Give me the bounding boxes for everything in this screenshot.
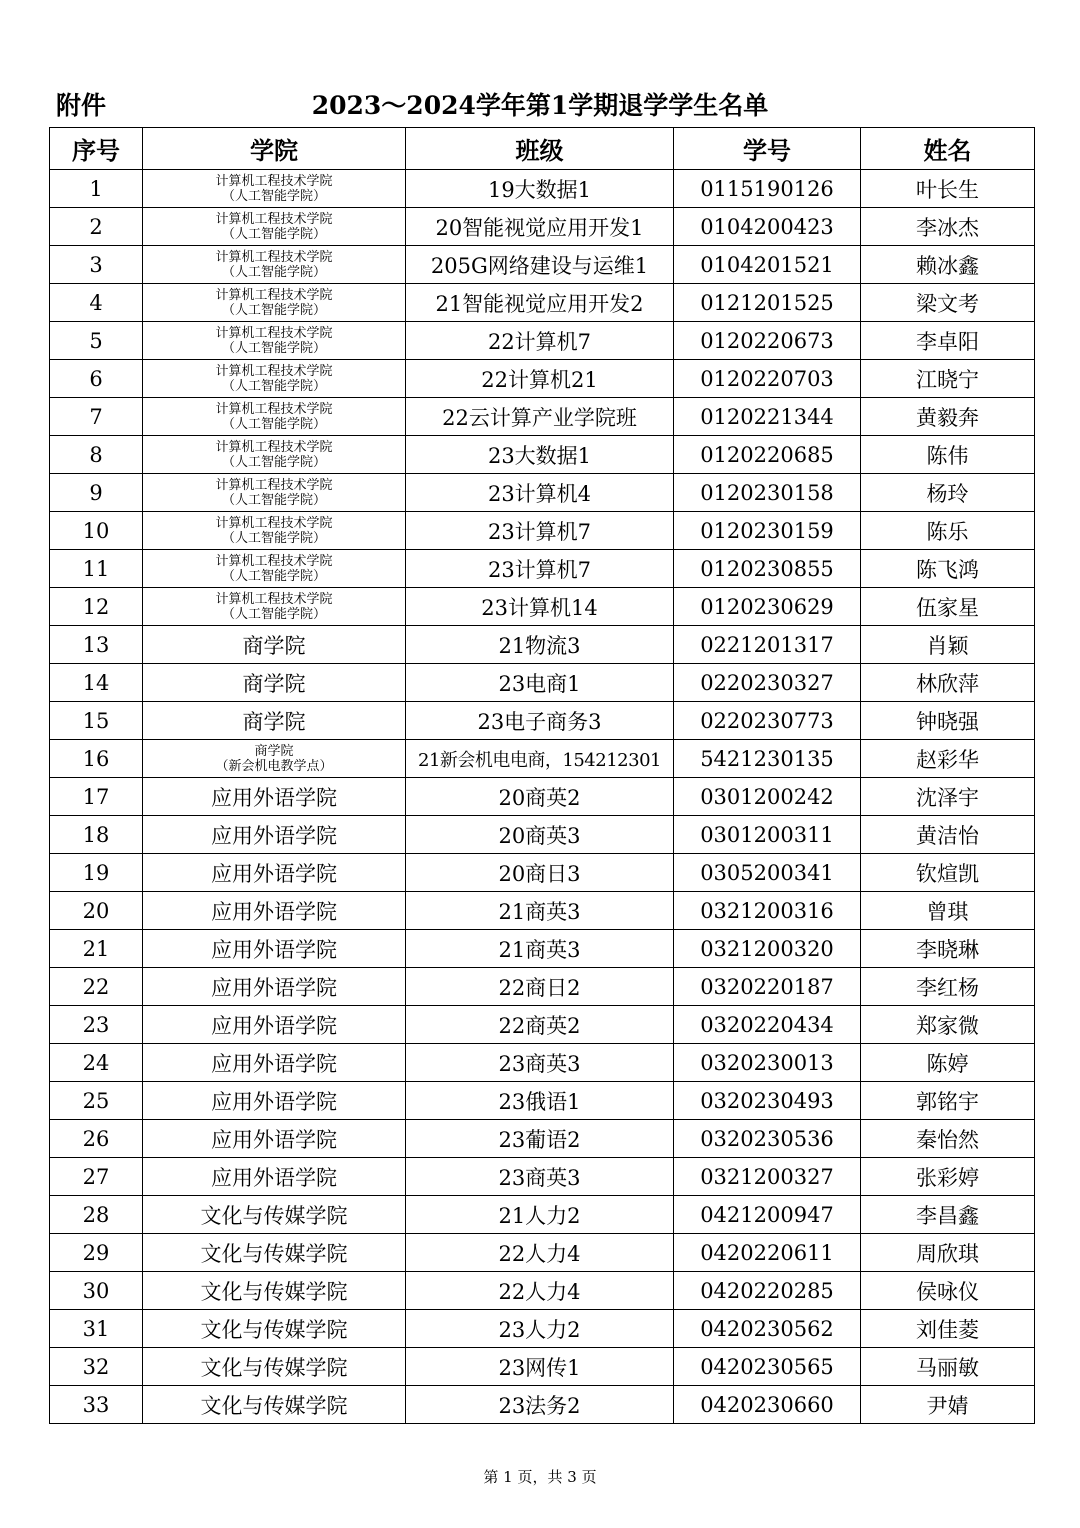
cell-no: 2 [50,208,143,246]
cell-college [143,588,406,626]
cell-college: 应用外语学院 [143,1120,406,1158]
table-row [50,626,1035,664]
cell-no: 13 [50,626,143,664]
cell-name: 李晓琳 [861,930,1035,968]
cell-college: 文化与传媒学院 [143,1310,406,1348]
cell-no: 20 [50,892,143,930]
table-row [50,398,1035,436]
cell-name: 郭铭宇 [861,1082,1035,1120]
cell-class: 22商日2 [406,968,674,1006]
cell-class: 22计算机7 [406,322,674,360]
cell-college: 应用外语学院 [143,816,406,854]
cell-name: 杨玲 [861,474,1035,512]
cell-name: 陈飞鸿 [861,550,1035,588]
cell-no: 19 [50,854,143,892]
cell-student-id: 0305200341 [674,854,861,892]
cell-college: 应用外语学院 [143,1158,406,1196]
table-row [50,778,1035,816]
cell-name: 钦煊凯 [861,854,1035,892]
table-row [50,436,1035,474]
table-row [50,664,1035,702]
cell-no: 29 [50,1234,143,1272]
cell-name: 黄洁怡 [861,816,1035,854]
cell-class: 23葡语2 [406,1120,674,1158]
cell-name: 沈泽宇 [861,778,1035,816]
college-line: （人工智能学院） [221,492,326,508]
cell-no: 22 [50,968,143,1006]
cell-college [143,246,406,284]
cell-college: 文化与传媒学院 [143,1234,406,1272]
cell-no: 1 [50,170,143,208]
cell-student-id: 5421230135 [674,740,861,778]
cell-class: 23网传1 [406,1348,674,1386]
cell-college: 应用外语学院 [143,968,406,1006]
college-line: 计算机工程技术学院 [215,591,333,607]
cell-student-id: 0420230562 [674,1310,861,1348]
cell-college [143,436,406,474]
cell-no: 14 [50,664,143,702]
cell-class: 21商英3 [406,930,674,968]
college-line: 计算机工程技术学院 [215,325,333,341]
cell-student-id: 0320230536 [674,1120,861,1158]
college-line: （人工智能学院） [221,530,326,546]
cell-class: 23计算机7 [406,550,674,588]
cell-class: 20商日3 [406,854,674,892]
cell-class: 21商英3 [406,892,674,930]
cell-name: 赵彩华 [861,740,1035,778]
cell-no: 5 [50,322,143,360]
table-header-row [50,128,1035,170]
cell-no: 16 [50,740,143,778]
college-line: 计算机工程技术学院 [215,249,333,265]
cell-name: 曾琪 [861,892,1035,930]
cell-college: 商学院 [143,664,406,702]
table-row [50,1310,1035,1348]
cell-class: 23商英3 [406,1044,674,1082]
cell-student-id: 0301200242 [674,778,861,816]
cell-class: 20商英3 [406,816,674,854]
cell-no: 23 [50,1006,143,1044]
cell-student-id: 0120221344 [674,398,861,436]
cell-name: 马丽敏 [861,1348,1035,1386]
cell-name: 李卓阳 [861,322,1035,360]
column-header-student-id: 学号 [674,128,861,170]
table-row [50,360,1035,398]
cell-college [143,170,406,208]
cell-class: 23计算机4 [406,474,674,512]
college-line: （新会机电教学点） [215,758,333,774]
cell-class: 22人力4 [406,1234,674,1272]
college-line: （人工智能学院） [221,340,326,356]
table-row [50,284,1035,322]
cell-class: 23电子商务3 [406,702,674,740]
cell-college: 应用外语学院 [143,892,406,930]
cell-college [143,512,406,550]
table-row [50,892,1035,930]
cell-student-id: 0321200327 [674,1158,861,1196]
cell-name: 肖颖 [861,626,1035,664]
cell-college: 文化与传媒学院 [143,1348,406,1386]
college-line: 计算机工程技术学院 [215,401,333,417]
cell-no: 32 [50,1348,143,1386]
table-row [50,740,1035,778]
cell-student-id: 0420220285 [674,1272,861,1310]
cell-name: 陈乐 [861,512,1035,550]
cell-class: 23计算机14 [406,588,674,626]
cell-name: 陈伟 [861,436,1035,474]
cell-student-id: 0120230159 [674,512,861,550]
college-line: 计算机工程技术学院 [215,211,333,227]
cell-class: 23商英3 [406,1158,674,1196]
cell-class: 23大数据1 [406,436,674,474]
cell-name: 侯咏仪 [861,1272,1035,1310]
college-line: 计算机工程技术学院 [215,439,333,455]
cell-name: 李冰杰 [861,208,1035,246]
cell-student-id: 0104201521 [674,246,861,284]
table-row [50,550,1035,588]
page-footer: 第 1 页，共 3 页 [483,1468,597,1486]
cell-no: 26 [50,1120,143,1158]
cell-name: 刘佳菱 [861,1310,1035,1348]
cell-no: 10 [50,512,143,550]
cell-no: 6 [50,360,143,398]
cell-student-id: 0121201525 [674,284,861,322]
cell-college: 文化与传媒学院 [143,1196,406,1234]
cell-no: 4 [50,284,143,322]
table-row [50,1158,1035,1196]
cell-college [143,398,406,436]
cell-college: 应用外语学院 [143,854,406,892]
cell-class: 23俄语1 [406,1082,674,1120]
cell-class: 22人力4 [406,1272,674,1310]
college-line: 计算机工程技术学院 [215,515,333,531]
college-line: 计算机工程技术学院 [215,287,333,303]
cell-class: 22云计算产业学院班 [406,398,674,436]
cell-college: 文化与传媒学院 [143,1386,406,1424]
cell-class: 205G网络建设与运维1 [406,246,674,284]
cell-class: 19大数据1 [406,170,674,208]
cell-student-id: 0120220673 [674,322,861,360]
cell-no: 30 [50,1272,143,1310]
cell-college: 应用外语学院 [143,1006,406,1044]
column-header-class: 班级 [406,128,674,170]
table-row [50,1044,1035,1082]
cell-student-id: 0320220187 [674,968,861,1006]
attachment-label: 附件 [56,91,107,120]
cell-class: 23法务2 [406,1386,674,1424]
table-row [50,512,1035,550]
cell-class: 20智能视觉应用开发1 [406,208,674,246]
table-row [50,1348,1035,1386]
college-line: （人工智能学院） [221,226,326,242]
cell-name: 黄毅奔 [861,398,1035,436]
cell-class: 23人力2 [406,1310,674,1348]
cell-name: 叶长生 [861,170,1035,208]
cell-student-id: 0320230493 [674,1082,861,1120]
cell-no: 21 [50,930,143,968]
page-title: 2023～2024学年第1学期退学学生名单 [311,91,769,120]
column-header-college: 学院 [143,128,406,170]
college-line: （人工智能学院） [221,378,326,394]
college-line: （人工智能学院） [221,606,326,622]
cell-no: 27 [50,1158,143,1196]
table-row [50,1272,1035,1310]
cell-class: 23电商1 [406,664,674,702]
cell-college [143,322,406,360]
cell-no: 33 [50,1386,143,1424]
college-line: 计算机工程技术学院 [215,173,333,189]
cell-student-id: 0120230629 [674,588,861,626]
cell-name: 江晓宁 [861,360,1035,398]
cell-no: 17 [50,778,143,816]
cell-no: 9 [50,474,143,512]
cell-no: 18 [50,816,143,854]
table-row [50,588,1035,626]
cell-no: 25 [50,1082,143,1120]
cell-student-id: 0301200311 [674,816,861,854]
cell-college: 应用外语学院 [143,1082,406,1120]
table-row [50,1196,1035,1234]
cell-class: 21人力2 [406,1196,674,1234]
cell-name: 陈婷 [861,1044,1035,1082]
cell-college [143,740,406,778]
cell-student-id: 0120220703 [674,360,861,398]
cell-class: 22商英2 [406,1006,674,1044]
cell-student-id: 0115190126 [674,170,861,208]
table-row [50,1120,1035,1158]
cell-college: 应用外语学院 [143,930,406,968]
cell-student-id: 0320230013 [674,1044,861,1082]
table-row [50,322,1035,360]
cell-college: 应用外语学院 [143,1044,406,1082]
cell-student-id: 0120220685 [674,436,861,474]
table-row [50,1234,1035,1272]
cell-name: 林欣萍 [861,664,1035,702]
cell-name: 秦怡然 [861,1120,1035,1158]
college-line: 商学院 [254,743,294,759]
cell-college: 商学院 [143,626,406,664]
cell-no: 24 [50,1044,143,1082]
table-row [50,816,1035,854]
table-row [50,246,1035,284]
table-row [50,1386,1035,1424]
table-row [50,1006,1035,1044]
cell-name: 赖冰鑫 [861,246,1035,284]
cell-class: 22计算机21 [406,360,674,398]
table-row [50,930,1035,968]
table-row [50,702,1035,740]
college-line: （人工智能学院） [221,188,326,204]
cell-class: 20商英2 [406,778,674,816]
college-line: 计算机工程技术学院 [215,553,333,569]
cell-name: 李红杨 [861,968,1035,1006]
column-header-name: 姓名 [861,128,1035,170]
cell-college [143,360,406,398]
cell-student-id: 0104200423 [674,208,861,246]
college-line: 计算机工程技术学院 [215,363,333,379]
cell-student-id: 0420230660 [674,1386,861,1424]
cell-no: 28 [50,1196,143,1234]
cell-student-id: 0321200320 [674,930,861,968]
college-line: （人工智能学院） [221,302,326,318]
cell-student-id: 0420220611 [674,1234,861,1272]
cell-college [143,208,406,246]
cell-no: 12 [50,588,143,626]
cell-student-id: 0220230327 [674,664,861,702]
cell-name: 伍家星 [861,588,1035,626]
table-row [50,208,1035,246]
cell-class: 21智能视觉应用开发2 [406,284,674,322]
cell-student-id: 0320220434 [674,1006,861,1044]
cell-class: 23计算机7 [406,512,674,550]
cell-name: 梁文考 [861,284,1035,322]
cell-name: 钟晓强 [861,702,1035,740]
cell-student-id: 0220230773 [674,702,861,740]
cell-student-id: 0120230855 [674,550,861,588]
table-row [50,170,1035,208]
cell-class: 21物流3 [406,626,674,664]
cell-name: 尹婧 [861,1386,1035,1424]
cell-no: 15 [50,702,143,740]
cell-no: 11 [50,550,143,588]
cell-name: 郑家微 [861,1006,1035,1044]
cell-no: 3 [50,246,143,284]
table-row [50,968,1035,1006]
cell-college [143,284,406,322]
table-row [50,1082,1035,1120]
cell-student-id: 0420230565 [674,1348,861,1386]
college-line: （人工智能学院） [221,454,326,470]
cell-college: 文化与传媒学院 [143,1272,406,1310]
cell-student-id: 0221201317 [674,626,861,664]
college-line: （人工智能学院） [221,264,326,280]
cell-no: 7 [50,398,143,436]
column-header-no: 序号 [50,128,143,170]
table-row [50,474,1035,512]
college-line: 计算机工程技术学院 [215,477,333,493]
cell-college [143,550,406,588]
table-body [50,170,1035,1424]
cell-student-id: 0421200947 [674,1196,861,1234]
cell-student-id: 0321200316 [674,892,861,930]
cell-no: 31 [50,1310,143,1348]
withdrawal-table [49,127,1035,1424]
college-line: （人工智能学院） [221,416,326,432]
cell-college [143,474,406,512]
cell-college: 商学院 [143,702,406,740]
college-line: （人工智能学院） [221,568,326,584]
cell-class: 21新会机电电商，154212301 [406,740,674,778]
cell-name: 周欣琪 [861,1234,1035,1272]
table-row [50,854,1035,892]
cell-name: 张彩婷 [861,1158,1035,1196]
cell-college: 应用外语学院 [143,778,406,816]
cell-student-id: 0120230158 [674,474,861,512]
cell-name: 李昌鑫 [861,1196,1035,1234]
cell-no: 8 [50,436,143,474]
